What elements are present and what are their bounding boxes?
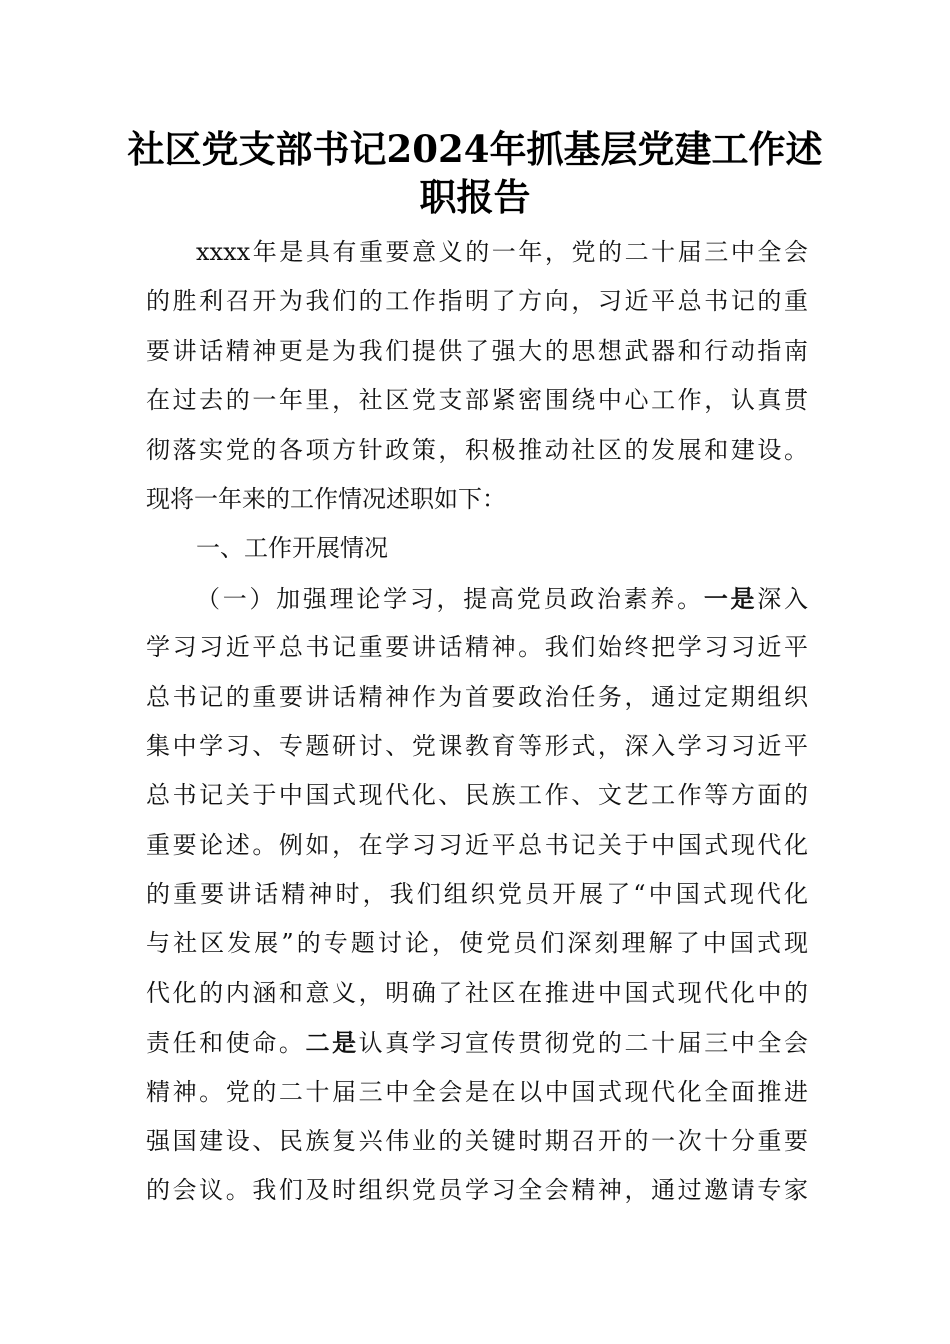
paragraph-line: 与社区发展”的专题讨论，使党员们深刻理解了中国式现 (146, 929, 808, 958)
subsection-heading: （一）加强理论学习，提高党员政治素养。 (196, 584, 704, 613)
paragraph-line (146, 1018, 808, 1067)
paragraph-line: 总书记关于中国式现代化、民族工作、文艺工作等方面的 (146, 781, 808, 810)
paragraph-line: 总书记的重要讲话精神作为首要政治任务，通过定期组织 (146, 682, 808, 711)
paragraph-line: 的重要讲话精神时，我们组织党员开展了“中国式现代化 (146, 880, 808, 909)
paragraph-line: 彻落实党的各项方针政策，积极推动社区的发展和建设。 (146, 435, 808, 464)
paragraph-line: 学习习近平总书记重要讲话精神。我们始终把学习习近平 (146, 633, 808, 662)
document-body (146, 228, 808, 1216)
paragraph-line: 的胜利召开为我们的工作指明了方向，习近平总书记的重 (146, 287, 808, 316)
paragraph-line: xxxx年是具有重要意义的一年，党的二十届三中全会 (196, 238, 808, 266)
paragraph-line (146, 574, 808, 623)
paragraph-line: 代化的内涵和意义，明确了社区在推进中国式现代化中的 (146, 978, 808, 1007)
paragraph-line: 现将一年来的工作情况述职如下： (146, 484, 506, 513)
paragraph-line: 集中学习、专题研讨、党课教育等形式，深入学习习近平 (146, 731, 808, 760)
document-title-line-2: 职报告 (419, 175, 531, 219)
emphasis-text: 二是 (305, 1028, 359, 1058)
section-heading: 一、工作开展情况 (196, 534, 388, 563)
paragraph-text: 认真学习宣传贯彻党的二十届三中全会 (358, 1029, 809, 1058)
paragraph-line: 在过去的一年里，社区党支部紧密围绕中心工作，认真贯 (146, 386, 808, 415)
paragraph-line: 的会议。我们及时组织党员学习全会精神，通过邀请专家 (146, 1176, 808, 1205)
paragraph-line: 要讲话精神更是为我们提供了强大的思想武器和行动指南 (146, 336, 808, 365)
paragraph-text: 深入 (757, 584, 809, 613)
emphasis-text: 一是 (703, 583, 758, 613)
paragraph-line: 精神。党的二十届三中全会是在以中国式现代化全面推进 (146, 1077, 808, 1106)
paragraph-text: 责任和使命。 (146, 1029, 306, 1058)
document-title-line-1: 社区党支部书记2024年抓基层党建工作述 (127, 127, 823, 171)
paragraph-line: 强国建设、民族复兴伟业的关键时期召开的一次十分重要 (146, 1127, 808, 1156)
paragraph-line: 重要论述。例如，在学习习近平总书记关于中国式现代化 (146, 830, 808, 859)
